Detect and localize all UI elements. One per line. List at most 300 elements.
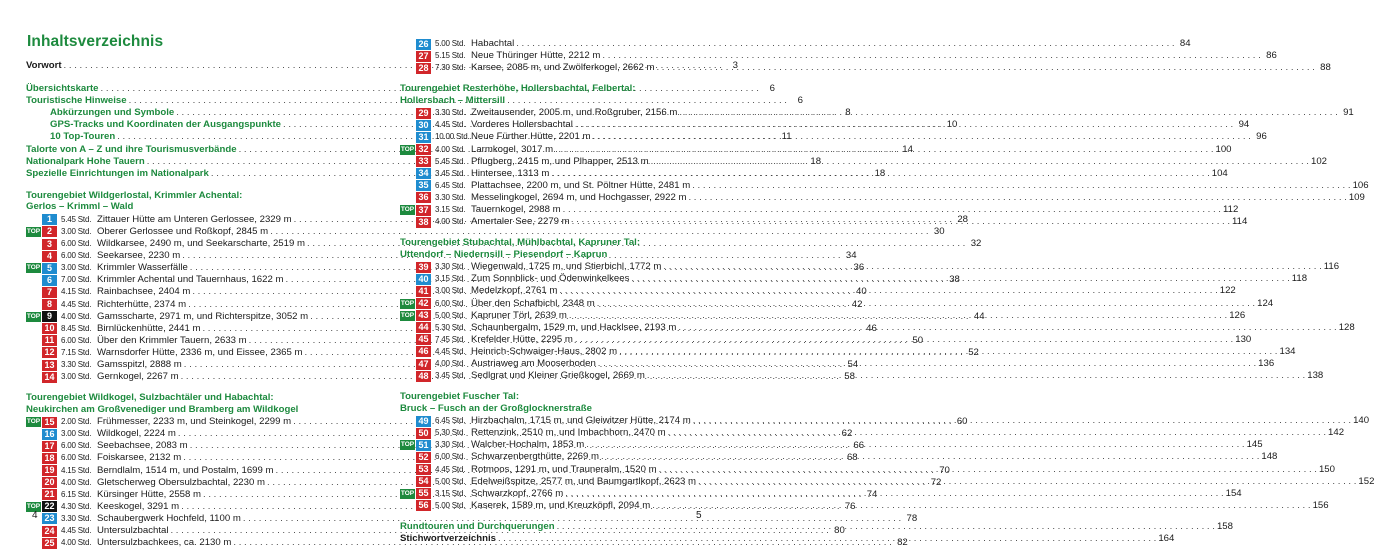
tour-name: Hirzbachalm, 1715 m, und Gleiwitzer Hütte, 2174 m [471,415,691,427]
top-tour-badge [400,452,415,462]
tour-page: 138 [1307,370,1324,382]
tour-duration: 3.15 Std. [435,205,466,215]
tour-page: 78 [906,512,918,524]
tour-name: Neue Thüringer Hütte, 2212 m [471,50,601,62]
tour-number-badge: 34 [416,168,431,179]
tour-number-badge: 1 [42,214,57,225]
tour-name: Rettenzink, 2510 m, und Imbachhorn, 2470 m [471,427,666,439]
top-tour-badge [400,274,415,284]
tour-name: Krimmler Achental und Tauernhaus, 1622 m [97,274,284,286]
tour-number-badge: 16 [42,429,57,440]
tour-number-badge: 54 [416,476,431,487]
tour-page: 40 [856,286,867,298]
tour-name: Krefelder Hütte, 2295 m [471,333,573,345]
tour-duration: 6.00 Std. [61,335,92,345]
tour-number-badge: 23 [42,513,57,524]
tour-page: 76 [844,500,856,512]
tour-number-badge: 35 [416,180,431,191]
tour-name: Pflugberg, 2415 m, und Plhapper, 2513 m [471,155,649,167]
tour-name: Oberer Gerlossee und Roßkopf, 2845 m [97,225,269,237]
tour-name: Wildkarsee, 2490 m, und Seekarscharte, 2519 m [97,238,305,250]
tour-page: 152 [1358,475,1374,487]
top-tour-badge [400,286,415,296]
tour-page: 126 [1229,309,1246,321]
tour-page: 80 [834,525,845,536]
tour-name: Schaunbergalm, 1529 m, und Hacklsee, 2193 m [471,321,677,333]
toc-entry-text: Abkürzungen und Symbole [50,107,175,119]
tour-number-badge: 5 [42,263,57,274]
leader-dots [563,204,1221,216]
tour-duration: 5.45 Std. [61,214,92,224]
tour-number-badge: 53 [416,464,431,475]
top-tour-badge [26,478,41,488]
tour-number-badge: 3 [42,239,57,250]
tour-page: 42 [851,298,863,310]
tour-duration: 3.15 Std. [435,488,466,498]
tour-duration: 3.00 Std. [61,372,92,382]
tour-number-badge: 47 [416,359,431,370]
tour-number-badge: 41 [416,286,431,297]
leader-dots [592,131,1250,143]
tour-entry[interactable] [400,297,1274,310]
page-title: Inhaltsverzeichnis [27,33,164,50]
leader-dots [692,180,1350,192]
top-tour-badge: TOP [26,502,41,510]
tour-duration: 5.00 Std. [435,476,466,486]
leader-dots [647,370,1305,382]
spacer [400,512,720,521]
tour-page: 106 [1352,179,1369,191]
tour-page: 72 [930,476,942,488]
toc-entry-text: Spezielle Einrichtungen im Nationalpark [26,167,209,179]
tour-page: 28 [957,213,969,225]
tour-name: Sedlgrat und Kleiner Grießkogel, 2669 m [471,370,645,382]
tour-number-badge: 45 [416,334,431,345]
top-tour-badge [26,441,41,451]
toc-entry-text: Talorte von A – Z und ihre Tourismusverbände [26,143,237,155]
tour-duration: 3.30 Std. [61,513,92,523]
top-tour-badge [400,39,415,49]
tour-page: 91 [1343,107,1354,119]
toc-entry-page: 10 [946,119,958,131]
tour-duration: 5.00 Std. [435,310,466,320]
top-tour-badge [400,416,415,426]
top-tour-badge [26,324,41,334]
tour-duration: 3.30 Std. [435,440,466,450]
tour-number-badge: 37 [416,205,431,216]
tour-name: Untersulzbachtal [97,525,169,536]
tour-name: Habachtal [471,38,515,49]
leader-dots [688,192,1346,204]
tour-entry[interactable] [400,62,1331,74]
tour-page: 104 [1211,167,1228,179]
page-number-right: 5 [696,510,702,521]
tour-page: 70 [939,464,950,476]
tour-page: 94 [1238,119,1250,131]
section-heading: Tourengebiet Wildkogel, Sulzbachtäler und Habachtal: [26,392,274,404]
tour-entry[interactable] [400,50,1277,62]
leader-dots [559,285,1217,297]
top-tour-badge [26,336,41,346]
top-tour-badge: TOP [26,227,41,235]
tour-duration: 4.15 Std. [61,287,92,297]
section-heading: Gerlos – Krimml – Wald [26,201,134,213]
leader-dots [555,144,1213,156]
tour-number-badge: 14 [42,372,57,383]
tour-number-badge: 19 [42,465,57,476]
tour-entry[interactable] [400,131,1267,143]
top-tour-badge [26,239,41,249]
leader-dots [602,50,1260,62]
leader-dots [619,346,1277,358]
tour-name: Walcher-Hochalm, 1853 m [471,439,585,451]
leader-dots [693,415,1351,427]
tour-name: Messelingkogel, 2694 m, und Hochgasser, 2922 m [471,191,687,203]
tour-page: 109 [1348,191,1365,203]
top-tour-badge [400,193,415,203]
tour-name: Kaserek, 1589 m, und Kreuzköpfl, 2094 m [471,499,651,511]
tour-duration: 5.00 Std. [435,39,466,48]
tour-duration: 4.00 Std. [61,477,92,487]
top-tour-badge: TOP [26,264,41,272]
tour-duration: 7.30 Std. [435,63,466,73]
tour-number-badge: 56 [416,500,431,511]
top-tour-badge [26,251,41,261]
section-heading: Tourengebiet Fuscher Tal: [400,391,520,403]
tour-duration: 6.45 Std. [435,416,466,426]
tour-number-badge: 50 [416,428,431,439]
tour-number-badge: 48 [416,371,431,382]
tour-name: Zum Sonnblick- und Ödenwinkelkees [471,273,630,285]
top-tour-badge [400,108,415,118]
top-tour-badge [400,181,415,191]
tour-number-badge: 22 [42,501,57,512]
tour-duration: 5.15 Std. [435,51,466,61]
tour-page: 36 [853,262,865,274]
leader-dots [679,107,1337,119]
tour-name: Wiegenwald, 1725 m, und Stierbichl, 1772 m [471,261,662,273]
tour-name: Gamsspitzl, 2888 m [97,358,182,370]
tour-duration: 3.15 Std. [435,274,466,284]
tour-name: Keeskogel, 3291 m [97,500,180,512]
tour-page: 142 [1328,427,1345,439]
tour-name: Seekarsee, 2230 m [97,250,181,262]
tour-number-badge: 33 [416,156,431,167]
tour-duration: 6.00 Std. [61,453,92,463]
tour-entry[interactable] [400,107,1354,119]
tour-duration: 10.00 Std. [435,132,470,142]
top-tour-badge [26,360,41,370]
leader-dots [575,119,1233,131]
tour-duration: 5.45 Std. [435,156,466,166]
tour-duration: 8.45 Std. [61,323,92,333]
toc-entry-text: GPS-Tracks und Koordinaten der Ausgangspunkte [50,119,281,131]
tour-name: Schwarzkopf, 2766 m [471,487,564,499]
tour-duration: 3.30 Std. [61,359,92,369]
tour-duration: 4.45 Std. [61,299,92,309]
top-tour-badge [400,157,415,167]
tour-page: 84 [1179,38,1191,49]
leader-dots [565,488,1223,500]
tour-duration: 4.00 Std. [435,358,466,368]
tour-duration: 4.45 Std. [435,464,466,474]
tour-number-badge: 28 [416,63,431,74]
toc-entry-text: Nationalpark Hohe Tauern [26,155,145,167]
tour-duration: 2.00 Std. [61,417,92,427]
spacer [26,180,348,190]
tour-duration: 7.45 Std. [435,334,466,344]
top-tour-badge [400,465,415,475]
leader-dots [601,451,1259,463]
tour-page: 128 [1338,321,1355,333]
tour-page: 88 [1320,62,1331,74]
tour-name: Gamsscharte, 2971 m, und Richterspitze, 3052 m [97,310,309,322]
tour-number-badge: 15 [42,417,57,428]
toc-entry-text: Übersichtskarte [26,83,99,95]
tour-number-badge: 13 [42,360,57,371]
tour-duration: 4.00 Std. [61,538,92,548]
leader-dots [597,298,1255,310]
tour-entry[interactable] [400,38,1191,50]
tour-name: Berndlalm, 1514 m, und Postalm, 1699 m [97,464,274,476]
tour-duration: 6.15 Std. [61,489,92,499]
tour-name: Rainbachsee, 2404 m [97,286,191,298]
leader-dots [659,464,1317,476]
leader-dots [516,38,1174,50]
tour-number-badge: 49 [416,416,431,427]
tour-page: 102 [1310,155,1327,167]
top-tour-badge: TOP [400,206,415,214]
tour-entry[interactable] [400,204,1239,216]
tour-number-badge: 51 [416,440,431,451]
tour-number-badge: 2 [42,226,57,237]
top-tour-badge: TOP [26,418,41,426]
tour-number-badge: 26 [416,39,431,50]
tour-entry[interactable] [26,225,945,238]
section-heading: Hollersbach – Mittersill [400,94,506,106]
tour-name: Austriaweg am Mooserboden [471,357,596,369]
leader-dots [668,427,1326,439]
toc-entry-text: Touristische Hinweise [26,95,127,107]
tour-page: 50 [912,334,924,346]
spacer [26,383,348,392]
top-tour-badge: TOP [400,441,415,449]
tour-duration: 3.00 Std. [435,286,466,296]
top-tour-badge [26,429,41,439]
tour-page: 68 [846,452,858,464]
tour-duration: 7.15 Std. [61,347,92,357]
tour-duration: 6.00 Std. [435,452,466,462]
top-tour-badge [400,371,415,381]
tour-page: 60 [956,416,968,428]
top-tour-badge [26,538,41,548]
tour-name: Frühmesser, 2233 m, und Steinkogel, 2299 m [97,416,292,428]
tour-number-badge: 46 [416,346,431,357]
tour-number-badge: 25 [42,538,57,549]
leader-dots [678,322,1336,334]
tour-number-badge: 18 [42,453,57,464]
tour-number-badge: 9 [42,311,57,322]
tour-page: 156 [1312,499,1329,511]
tour-duration: 4.30 Std. [61,501,92,511]
tour-page: 122 [1219,285,1236,297]
tour-number-badge: 39 [416,262,431,273]
tour-name: Wildkogel, 2224 m [97,428,176,440]
tour-number-badge: 10 [42,323,57,334]
tour-name: Karsee, 2085 m, und Zwölferkogel, 2662 m [471,62,655,74]
tour-number-badge: 12 [42,347,57,358]
tour-page: 145 [1246,439,1263,451]
tour-page: 130 [1235,333,1252,345]
tour-page: 30 [933,225,945,237]
tour-name: Richterhütte, 2374 m [97,298,187,310]
tour-duration: 6.00 Std. [61,441,92,451]
tour-number-badge: 11 [42,335,57,346]
tour-duration: 3.00 Std. [61,429,92,439]
tour-duration: 4.45 Std. [435,346,466,356]
tour-name: Zittauer Hütte am Unteren Gerlossee, 2329 m [97,213,292,225]
tour-name: Seebachsee, 2083 m [97,440,188,452]
tour-page: 44 [973,310,985,322]
top-tour-badge [400,501,415,511]
top-tour-badge [400,262,415,272]
leader-dots [652,500,1310,512]
tour-duration: 6.45 Std. [435,180,466,190]
tour-name: Neue Fürther Hütte, 2201 m [471,131,591,143]
tour-name: Gletscherweg Obersulzbachtal, 2230 m [97,476,265,488]
toc-entry-page: 14 [902,143,913,155]
tour-page: 82 [897,537,908,549]
leader-dots [651,156,1309,168]
tour-number-badge: 17 [42,441,57,452]
tour-name: Larmkogel, 3017 m [471,143,554,155]
toc-entry-page: 11 [781,131,792,143]
tour-name: Kapruner Törl, 2639 m [471,309,567,321]
tour-duration: 4.15 Std. [61,465,92,475]
tour-page: 100 [1215,143,1232,155]
tour-name: Foiskarsee, 2132 m [97,452,182,464]
toc-entry-text: 10 Top-Touren [50,131,116,143]
toc-entry-page: 6 [797,95,803,107]
tour-page: 46 [866,322,877,334]
top-tour-badge [400,169,415,179]
tour-name: Hintersee, 1313 m [471,167,550,179]
tour-page: 148 [1261,451,1278,463]
tour-name: Über den Schafbichl, 2348 m [471,297,595,309]
tour-duration: 4.00 Std. [61,311,92,321]
tour-page: 116 [1323,261,1340,273]
tour-entry[interactable] [400,179,1369,192]
tour-number-badge: 4 [42,251,57,262]
tour-page: 96 [1256,131,1267,143]
spacer [400,382,720,391]
leader-dots [656,62,1314,74]
tour-page: 38 [949,274,960,286]
top-tour-badge: TOP [400,489,415,497]
top-tour-badge [26,215,41,225]
tour-duration: 5.00 Std. [435,500,466,510]
section-heading: Tourengebiet Stubachtal, Mühlbachtal, Kapruner Tal: [400,237,641,249]
tour-page: 112 [1222,204,1239,216]
top-tour-badge [26,287,41,297]
section-heading: Bruck – Fusch an der Großglocknerstraße [400,402,592,414]
toc-entry-text: Vorwort [26,60,62,71]
tour-page: 32 [970,238,982,250]
tour-page: 52 [968,346,979,358]
top-tour-badge: TOP [26,312,41,320]
tour-page: 54 [847,358,859,370]
tour-duration: 5.30 Std. [435,428,466,438]
section-heading: Neukirchen am Großvenediger und Bramberg am Wildkogel [26,403,299,415]
toc-entry-text: Rundtouren und Durchquerungen [400,520,555,532]
tour-number-badge: 55 [416,488,431,499]
top-tour-badge: TOP [400,145,415,153]
toc-entry-page: 18 [874,167,886,179]
tour-page: 140 [1353,415,1370,427]
tour-entry[interactable] [26,512,918,525]
top-tour-badge [400,335,415,345]
tour-duration: 3.30 Std. [435,262,466,272]
tour-entry[interactable] [400,191,1365,204]
tour-page: 66 [853,440,865,452]
top-tour-badge [400,51,415,61]
tour-name: Über den Krimmler Tauern, 2633 m [97,334,247,346]
top-tour-badge [400,323,415,333]
tour-number-badge: 44 [416,322,431,333]
top-tour-badge [26,466,41,476]
tour-name: Tauernkogel, 2988 m [471,204,561,216]
toc-entry-page: 158 [1216,520,1233,532]
tour-page: 62 [841,428,853,440]
tour-number-badge: 42 [416,298,431,309]
tour-name: Rotmoos, 1291 m, und Trauneralm, 1520 m [471,463,657,475]
tour-number-badge: 21 [42,489,57,500]
spacer [400,74,720,83]
tour-duration: 4.45 Std. [435,120,466,130]
tour-duration: 4.00 Std. [435,217,466,227]
tour-page: 136 [1258,357,1275,369]
toc-entry-page: 8 [845,107,851,119]
top-tour-badge: TOP [400,299,415,307]
tour-duration: 6.00 Std. [61,239,92,249]
tour-name: Gernkogel, 2267 m [97,371,179,383]
tour-duration: 3.30 Std. [435,108,466,118]
tour-duration: 3.00 Std. [61,226,92,236]
tour-number-badge: 36 [416,192,431,203]
top-tour-badge [26,275,41,285]
top-tour-badge [26,490,41,500]
tour-name: Medelzkopf, 2761 m [471,285,558,297]
toc-entry-page: 18 [810,155,822,167]
tour-page: 58 [844,371,855,383]
leader-dots [569,310,1227,322]
top-tour-badge [26,300,41,310]
tour-duration: 5.30 Std. [435,322,466,332]
leader-dots [631,273,1289,285]
tour-number-badge: 8 [42,299,57,310]
tour-duration: 6.00 Std. [61,251,92,261]
tour-number-badge: 30 [416,120,431,131]
tour-name: Warnsdorfer Hütte, 2336 m, und Eissee, 2365 m [97,346,303,358]
top-tour-badge [400,477,415,487]
tour-number-badge: 32 [416,144,431,155]
tour-name: Untersulzbachkees, ca. 2130 m [97,537,232,549]
tour-number-badge: 24 [42,526,57,537]
toc-entry-page: 6 [769,83,775,95]
tour-name: Krimmler Wasserfälle [97,262,188,274]
tour-duration: 6.00 Std. [435,298,466,308]
tour-name: Edelweißspitze, 2577 m, und Baumgartlkopf, 2623 m [471,475,697,487]
